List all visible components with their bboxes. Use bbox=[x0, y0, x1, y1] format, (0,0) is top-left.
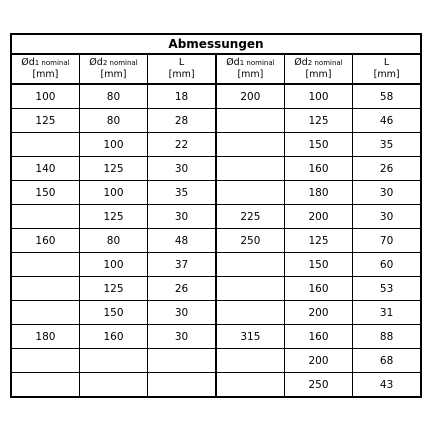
table-cell: 22 bbox=[148, 133, 216, 157]
table-cell: 31 bbox=[353, 301, 421, 325]
column-header-4 bbox=[216, 54, 284, 84]
table-row bbox=[11, 301, 421, 325]
column-header-symbol: Ød bbox=[294, 57, 308, 68]
table-cell: 60 bbox=[353, 253, 421, 277]
table-cell: 150 bbox=[79, 301, 147, 325]
table-cell: 200 bbox=[284, 205, 352, 229]
table-row bbox=[11, 181, 421, 205]
table-cell: 200 bbox=[284, 349, 352, 373]
table-row bbox=[11, 229, 421, 253]
column-header-symbol: L bbox=[178, 57, 185, 68]
table-cell: 46 bbox=[353, 109, 421, 133]
table-cell: 125 bbox=[284, 109, 352, 133]
dimensions-table-container bbox=[10, 33, 420, 398]
table-cell: 35 bbox=[148, 181, 216, 205]
table-cell: 100 bbox=[11, 84, 79, 109]
table-cell bbox=[11, 253, 79, 277]
table-row bbox=[11, 157, 421, 181]
table-cell: 160 bbox=[284, 325, 352, 349]
table-cell: 160 bbox=[284, 277, 352, 301]
table-cell: 37 bbox=[148, 253, 216, 277]
column-header-5 bbox=[284, 54, 352, 84]
table-cell: 150 bbox=[284, 133, 352, 157]
table-cell bbox=[11, 301, 79, 325]
column-header-2 bbox=[79, 54, 147, 84]
column-header-nominal: nominal bbox=[107, 59, 138, 67]
column-header-symbol: Ød bbox=[89, 57, 103, 68]
table-cell: 160 bbox=[284, 157, 352, 181]
column-header-3 bbox=[148, 54, 216, 84]
table-cell: 125 bbox=[284, 229, 352, 253]
table-cell: 250 bbox=[216, 229, 284, 253]
table-cell: 80 bbox=[79, 109, 147, 133]
column-header-subscript: 2 bbox=[102, 59, 108, 67]
table-row bbox=[11, 133, 421, 157]
table-row bbox=[11, 109, 421, 133]
table-cell: 30 bbox=[353, 181, 421, 205]
column-header-symbol: L bbox=[383, 57, 390, 68]
table-cell: 200 bbox=[216, 84, 284, 109]
table-cell bbox=[11, 133, 79, 157]
column-header-subscript: 2 bbox=[307, 59, 313, 67]
column-header-symbol: Ød bbox=[21, 57, 35, 68]
table-cell: 180 bbox=[11, 325, 79, 349]
table-cell: 225 bbox=[216, 205, 284, 229]
column-header-label bbox=[148, 57, 215, 69]
table-cell: 30 bbox=[148, 325, 216, 349]
table-cell: 140 bbox=[11, 157, 79, 181]
table-cell bbox=[216, 373, 284, 398]
table-cell: 100 bbox=[79, 253, 147, 277]
table-cell: 100 bbox=[284, 84, 352, 109]
column-header-unit: [mm] bbox=[32, 69, 59, 80]
table-title: Abmessungen bbox=[11, 34, 421, 54]
table-cell: 18 bbox=[148, 84, 216, 109]
table-cell: 125 bbox=[79, 157, 147, 181]
column-header-nominal: nominal bbox=[39, 59, 70, 67]
table-cell bbox=[11, 205, 79, 229]
column-header-1 bbox=[11, 54, 79, 84]
table-cell: 315 bbox=[216, 325, 284, 349]
table-cell: 125 bbox=[79, 205, 147, 229]
table-cell: 68 bbox=[353, 349, 421, 373]
table-cell: 26 bbox=[353, 157, 421, 181]
table-cell: 28 bbox=[148, 109, 216, 133]
table-cell: 70 bbox=[353, 229, 421, 253]
table-body bbox=[11, 84, 421, 397]
column-header-unit: [mm] bbox=[237, 69, 264, 80]
table-cell bbox=[11, 349, 79, 373]
table-cell: 125 bbox=[11, 109, 79, 133]
column-header-unit: [mm] bbox=[305, 69, 332, 80]
table-cell bbox=[216, 349, 284, 373]
table-cell: 88 bbox=[353, 325, 421, 349]
table-row bbox=[11, 373, 421, 398]
table-cell: 58 bbox=[353, 84, 421, 109]
table-cell: 80 bbox=[79, 229, 147, 253]
column-header-label bbox=[285, 57, 352, 69]
table-row bbox=[11, 349, 421, 373]
table-cell bbox=[11, 373, 79, 398]
table-row bbox=[11, 325, 421, 349]
table-row bbox=[11, 253, 421, 277]
table-cell bbox=[216, 133, 284, 157]
table-cell: 250 bbox=[284, 373, 352, 398]
column-header-nominal: nominal bbox=[244, 59, 275, 67]
table-cell: 35 bbox=[353, 133, 421, 157]
table-cell bbox=[216, 109, 284, 133]
column-header-unit: [mm] bbox=[100, 69, 127, 80]
table-cell bbox=[148, 349, 216, 373]
table-cell: 30 bbox=[148, 205, 216, 229]
table-cell: 150 bbox=[11, 181, 79, 205]
table-cell bbox=[79, 373, 147, 398]
table-cell: 160 bbox=[11, 229, 79, 253]
column-header-label bbox=[80, 57, 147, 69]
column-header-unit: [mm] bbox=[373, 69, 400, 80]
column-header-unit: [mm] bbox=[168, 69, 195, 80]
column-header-subscript: 1 bbox=[34, 59, 40, 67]
table-cell bbox=[216, 157, 284, 181]
column-header-nominal: nominal bbox=[312, 59, 343, 67]
table-cell: 30 bbox=[148, 301, 216, 325]
table-row bbox=[11, 205, 421, 229]
table-cell bbox=[148, 373, 216, 398]
table-cell: 30 bbox=[148, 157, 216, 181]
table-cell: 150 bbox=[284, 253, 352, 277]
table-cell: 53 bbox=[353, 277, 421, 301]
column-header-symbol: Ød bbox=[226, 57, 240, 68]
table-cell: 26 bbox=[148, 277, 216, 301]
table-cell bbox=[216, 301, 284, 325]
table-cell bbox=[79, 349, 147, 373]
column-header-label bbox=[353, 57, 420, 69]
table-cell: 100 bbox=[79, 133, 147, 157]
table-cell bbox=[216, 181, 284, 205]
column-header-subscript: 1 bbox=[239, 59, 245, 67]
table-cell: 125 bbox=[79, 277, 147, 301]
table-cell: 160 bbox=[79, 325, 147, 349]
table-cell: 48 bbox=[148, 229, 216, 253]
table-cell: 100 bbox=[79, 181, 147, 205]
header-row bbox=[11, 54, 421, 84]
table-cell bbox=[11, 277, 79, 301]
column-header-label bbox=[12, 57, 79, 69]
table-cell bbox=[216, 253, 284, 277]
table-row bbox=[11, 84, 421, 109]
table-cell: 80 bbox=[79, 84, 147, 109]
table-cell bbox=[216, 277, 284, 301]
column-header-6 bbox=[353, 54, 421, 84]
table-cell: 200 bbox=[284, 301, 352, 325]
dimensions-table bbox=[10, 33, 422, 398]
table-cell: 180 bbox=[284, 181, 352, 205]
column-header-label bbox=[217, 57, 284, 69]
table-cell: 43 bbox=[353, 373, 421, 398]
table-cell: 30 bbox=[353, 205, 421, 229]
table-row bbox=[11, 277, 421, 301]
